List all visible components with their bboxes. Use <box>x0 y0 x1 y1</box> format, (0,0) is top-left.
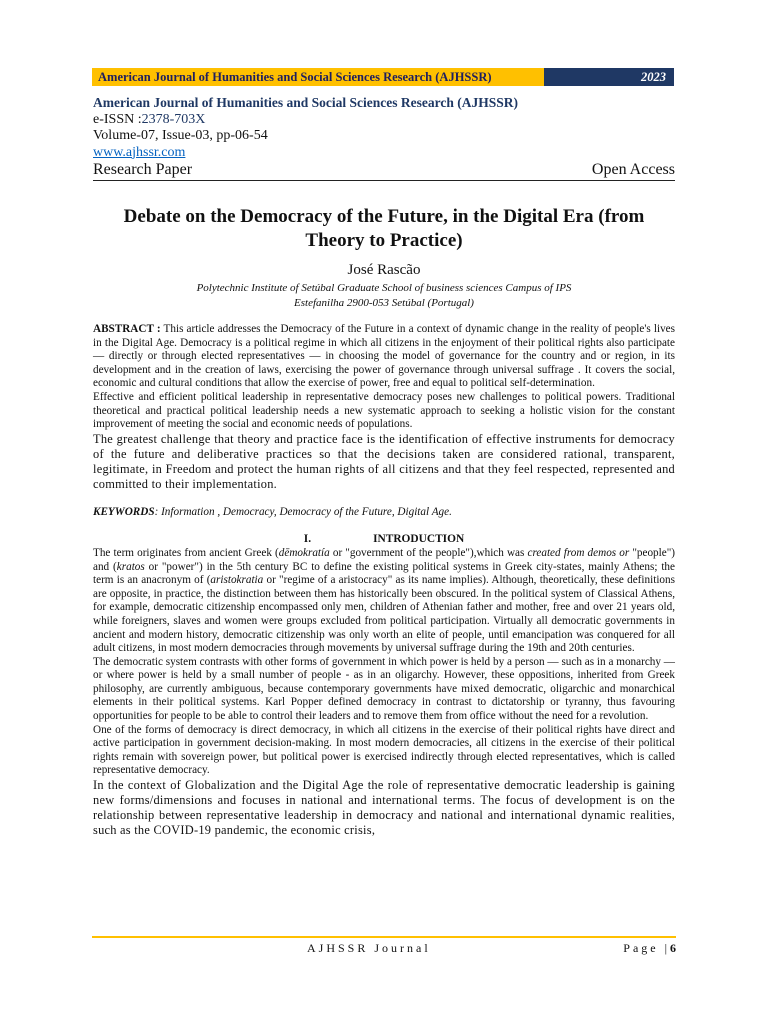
intro-paragraph-4: In the context of Globalization and the Digital Age the role of representative democratic leadership is gaining new forms/dimensions and focuses in national and international terms. The focus of development is on the relationship between representative leadership in democracy and national and international dynamic realities, such as the COVID-19 pandemic, the economic crisis, <box>93 778 675 838</box>
author-name: José Rascão <box>347 262 421 278</box>
intro-term-aristokratia: aristokratia <box>210 574 264 587</box>
journal-banner <box>92 68 674 86</box>
affiliation-line-1: Polytechnic Institute of Setúbal Graduate School of business sciences Campus of IPS <box>196 282 572 294</box>
affiliation-line-2: Estefanilha 2900-053 Setúbal (Portugal) <box>294 297 474 309</box>
abstract-paragraph-2: Effective and efficient political leadership in representative democracy poses new challenges to political powers. Traditional theoretical and practical political leadership needs a new systematic approach to seeking a holistic vision for the constant improvement of meeting the social and economic needs of populations. <box>93 390 675 431</box>
intro-text: or "regime of a aristocracy" as its name implies). Although, theoretically, these definitions are opposite, in practice, the distinction between them has historically been obscured. In the political system of Classical Athens, for example, democratic citizenship encompassed only men, children of Athenian father and mother, free and over 21 years old, while foreigners, slaves and women were groups excluded from political participation. Virtually all democratic governments in ancient and modern history, democratic citizenship was only worth an elite of people, until emancipation was conquered for all adult citizens, in most modern democracies through movements by universal suffrage during the 19th and 20th centuries. <box>93 574 675 655</box>
banner-journal-title: American Journal of Humanities and Social Sciences Research (AJHSSR) <box>98 69 492 84</box>
section-number: I. <box>303 533 312 546</box>
paper-body <box>93 323 675 838</box>
intro-paragraph-1 <box>93 547 675 656</box>
banner-year: 2023 <box>544 68 674 86</box>
paper-type-bar <box>93 160 675 181</box>
keywords <box>93 506 675 520</box>
abstract-paragraph-1 <box>93 323 675 391</box>
page-number: 6 <box>670 941 676 955</box>
issn-value: 2378-703X <box>141 111 206 127</box>
intro-text: The term originates from ancient Greek ( <box>93 546 279 559</box>
journal-website-link[interactable]: www.ajhssr.com <box>93 144 186 160</box>
volume-info: Volume-07, Issue-03, pp-06-54 <box>93 128 268 143</box>
abstract-label: ABSTRACT : <box>93 323 161 335</box>
issn-label: e-ISSN : <box>93 111 142 127</box>
open-access-label: Open Access <box>591 161 675 178</box>
abstract-text-1: This article addresses the Democracy of the Future in a context of dynamic change in the reality of people's lives in the Digital Age. Democracy is a political regime in which all citizens in the enjoyment of their political rights also participate — directly or through elected representatives — in choosing the model of governance for the country and or region, in its development and in the creation of laws, exercising the power of governance through universal suffrage . It covers the social, economic and cultural conditions that allow the exercise of power, free and equal to political self-determination. <box>93 323 676 390</box>
affiliation <box>93 281 675 311</box>
intro-paragraph-3: One of the forms of democracy is direct democracy, in which all citizens in the exercise of their political rights have direct and active participation in government decision-making. In most modern democracies, all citizens in the exercise of their political rights remain with sovereign power, but political power is exercised indirectly through elected representatives, which is called representative democracy. <box>93 723 675 777</box>
intro-text: or "power") in the 5th century BC to define the existing political systems in Greek city-states, mainly Athens; the term is an anacronym of ( <box>93 560 675 587</box>
footer-rule <box>92 936 676 938</box>
footer-journal: AJHSSR Journal <box>307 941 431 955</box>
section-heading <box>93 533 675 547</box>
paper-type: Research Paper <box>93 161 193 178</box>
keywords-label: KEYWORDS <box>93 505 155 518</box>
footer-page <box>623 941 676 956</box>
intro-text: "people") and ( <box>93 546 675 573</box>
intro-paragraph-2: The democratic system contrasts with other forms of government in which power is held by a person — such as in a monarchy — or where power is held by a small number of people - as in an oligarchy. However, these oppositions, inherited from Greek philosophy, are currently ambiguous, because contemporary governments have mixed democratic, oligarchic and monarchical elements in their political systems. Karl Popper defined democracy in contrast to dictatorship or tyranny, thus favouring opportunities for people to be able to control their leaders and to remove them from office without the need for a revolution. <box>93 655 675 723</box>
section-title: INTRODUCTION <box>373 533 465 546</box>
intro-text: or "government of the people"),which was <box>329 546 528 559</box>
keywords-text: : Information , Democracy, Democracy of the Future, Digital Age. <box>154 505 452 518</box>
issn <box>93 112 675 129</box>
abstract-paragraph-3: The greatest challenge that theory and practice face is the identification of effective instruments for democracy of the future and deliberative practices so that the decisions taken are considered rational, transparent, legitimate, in Freedom and protect the human rights of all citizens and that they feel respected, represented and committed to their implementation. <box>93 431 675 491</box>
intro-term-kratos: kratos <box>116 560 145 573</box>
journal-name: American Journal of Humanities and Social Sciences Research (AJHSSR) <box>93 95 518 110</box>
intro-term-demos: created from demos or <box>527 546 630 559</box>
intro-term-demokratia: dēmokratía <box>278 546 330 559</box>
journal-meta <box>93 95 675 161</box>
paper-title: Debate on the Democracy of the Future, in the Digital Era (from Theory to Practice) <box>123 206 645 251</box>
page-label: Page | <box>623 941 670 955</box>
